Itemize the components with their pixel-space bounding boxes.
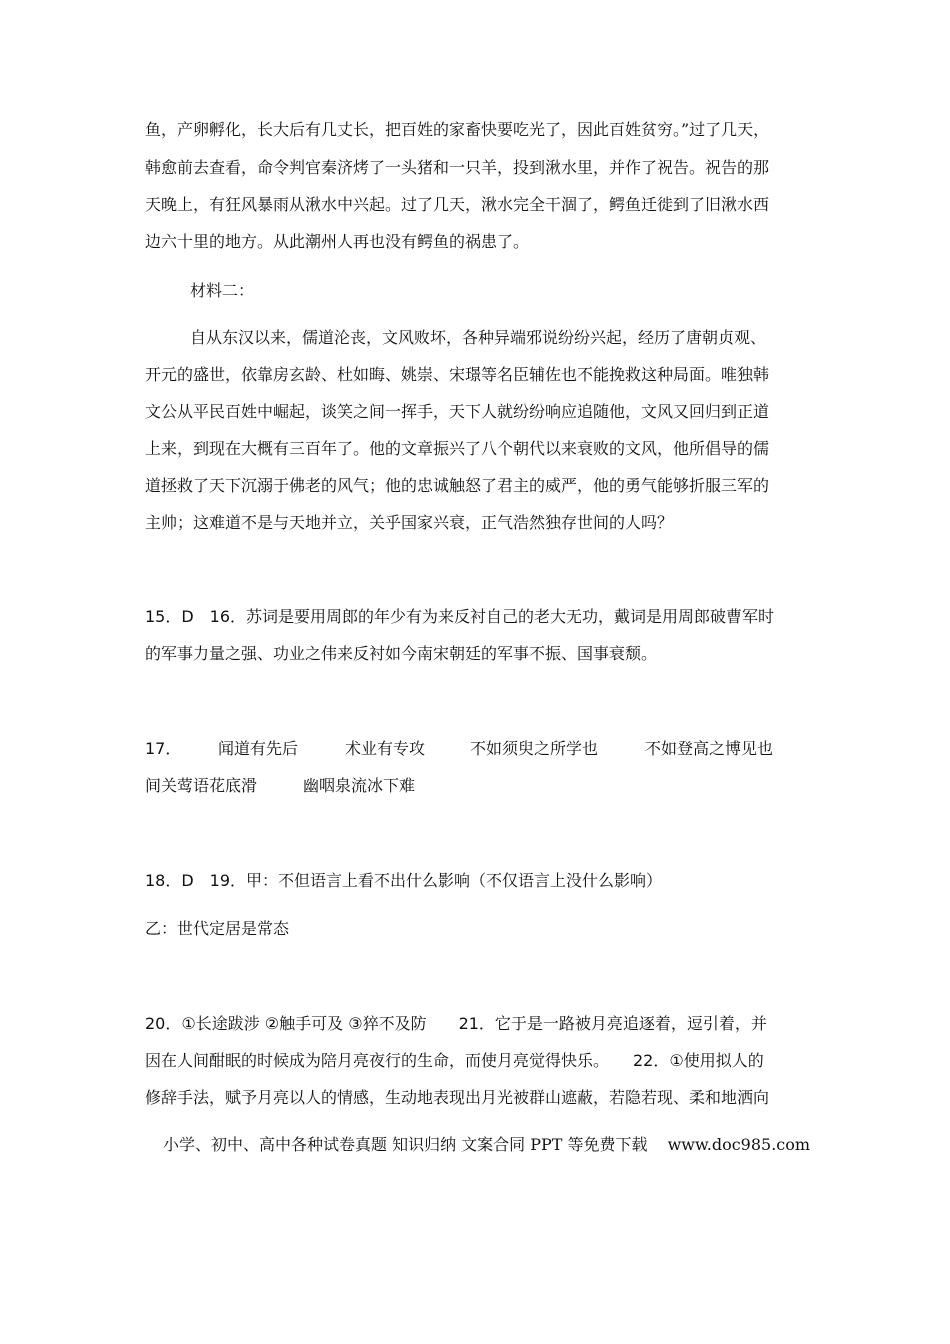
paragraph-line: 边六十里的地方。从此潮州人再也没有鳄鱼的祸患了。 — [145, 232, 530, 251]
paragraph-line: 天晚上，有狂风暴雨从湫水中兴起。过了几天，湫水完全干涸了，鳄鱼迁徙到了旧湫水西 — [145, 195, 770, 214]
paragraph-line: 上来，到现在大概有三百年了。他的文章振兴了八个朝代以来衰败的文风，他所倡导的儒 — [145, 439, 770, 458]
answer-17-item: 幽咽泉流冰下难 — [303, 776, 416, 795]
paragraph-line: 开元的盛世，依靠房玄龄、杜如晦、姚崇、宋璟等名臣辅佐也不能挽救这种局面。唯独韩 — [145, 365, 770, 384]
section-heading: 材料二： — [190, 281, 255, 300]
footer-url[interactable]: www.doc985.com — [667, 1135, 811, 1154]
footer-text: 小学、初中、高中各种试卷真题 知识归纳 文案合同 PPT 等免费下载 — [163, 1135, 648, 1154]
answer-17-item: 间关莺语花底滑 — [145, 776, 258, 795]
answer-line: 乙：世代定居是常态 — [145, 919, 290, 938]
answer-17-item: 术业有专攻 — [345, 739, 426, 758]
answer-17-item: 不如登高之博见也 — [645, 739, 774, 758]
paragraph-line: 文公从平民百姓中崛起，谈笑之间一挥手，天下人就纷纷响应追随他，文风又回归到正道 — [145, 402, 770, 421]
paragraph-line: 鱼，产卵孵化，长大后有几丈长，把百姓的家畜快要吃光了，因此百姓贫穷。”过了几天， — [145, 120, 770, 139]
paragraph-line: 主帅；这难道不是与天地并立，关乎国家兴衰，正气浩然独存世间的人吗？ — [145, 513, 674, 532]
answer-line: 15．D 16．苏词是要用周郎的年少有为来反衬自己的老大无功，戴词是用周郎破曹军时 — [145, 607, 775, 626]
answer-17-item: 不如须臾之所学也 — [470, 739, 599, 758]
page-footer — [163, 1135, 810, 1155]
answer-line: 20．①长途跋涉 ②触手可及 ③猝不及防 21．它于是一路被月亮追逐着，逗引着，并 — [145, 1014, 767, 1033]
answer-line: 因在人间酣眠的时候成为陪月亮夜行的生命，而使月亮觉得快乐。 22．①使用拟人的 — [145, 1051, 764, 1070]
paragraph-line: 道拯救了天下沉溺于佛老的风气；他的忠诚触怒了君主的威严，他的勇气能够折服三军的 — [145, 476, 770, 495]
paragraph-line: 韩愈前去查看，命令判官秦济烤了一头猪和一只羊，投到湫水里，并作了祝告。祝告的那 — [145, 158, 770, 177]
answer-line: 修辞手法，赋予月亮以人的情感，生动地表现出月光被群山遮蔽，若隐若现、柔和地洒向 — [145, 1088, 770, 1107]
answer-line: 18．D 19．甲：不但语言上看不出什么影响（不仅语言上没什么影响） — [145, 871, 663, 890]
answer-17-number: 17． — [145, 739, 182, 758]
answer-line: 的军事力量之强、功业之伟来反衬如今南宋朝廷的军事不振、国事衰颓。 — [145, 644, 658, 663]
answer-17-item: 闻道有先后 — [218, 739, 299, 758]
paragraph-line: 自从东汉以来，儒道沦丧，文风败坏，各种异端邪说纷纷兴起，经历了唐朝贞观、 — [190, 328, 767, 347]
